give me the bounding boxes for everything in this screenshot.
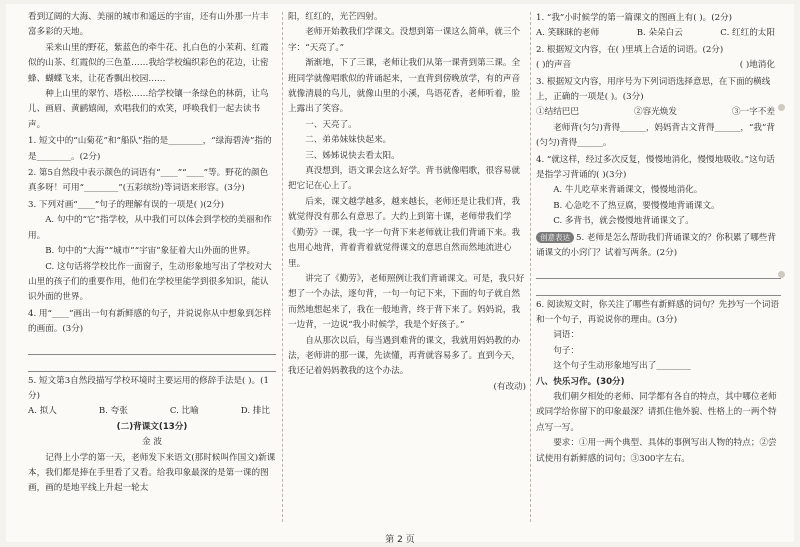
section-8-title: 八、快乐习作。(30分) [536, 376, 625, 387]
page-number: 第 2 页 [385, 535, 415, 545]
passage-line: 采来山里的野花，紫蓝色的牵牛花、扎白色的小茉莉、红霞似的山茶、红霞似的三色堇……我给学校编织彩色的花边，让密蜂、蝴蝶飞来，让花香飘出校园…… [28, 42, 269, 84]
left-column [28, 10, 276, 497]
question-2: 2. 第5自然段中表示颜色的词语有“____”“____”等。野花的颜色真多呀！可用“________”(五彩缤纷)等词语来形容。(3分) [28, 168, 269, 194]
question-5: 5. 短文第3自然段描写学校环境时主要运用的修辞手法是( )。(1分) [28, 375, 269, 401]
lesson-line: 二、弟弟妹妹快起来。 [305, 135, 392, 146]
q5-option: D. 排比 [240, 406, 270, 417]
essay-requirements: 要求：①用一两个典型、具体的事例写出人物的特点；②尝试使用有新鲜感的词句；③300字左右。 [536, 438, 777, 464]
story-line: 渐渐地，下了三课，老师让我们从第一课背到第三课。全班同学就像唱歌似的背诵起来，一直背到傍晚放学，有的声音就像清晨的鸟儿，就像山里的小溪，鸟语花香，老师听着，脸上露出了笑容。 [288, 58, 521, 115]
question-3: 3. 根据短文内容，用序号为下列词语选择意思，在下面的横线上，正确的一项是( )。(3分) [536, 76, 771, 103]
middle-column [288, 10, 526, 395]
story-line: 真没想到，语文课会这么好学。背书就像唱歌，很容易就把它记在心上了。 [288, 166, 521, 192]
q3-option: ②容光焕发 [634, 107, 677, 118]
q3-option-a: A. 句中的“它”指学校，从中我们可以体会到学校的美丽和作用。 [28, 215, 272, 241]
q3-option-c: C. 这句话将学校比作一面窗子，生动形象地写出了学校对大山里的孩子们的重要作用，他们在学校里能学到很多知识，能认识外面的世界。 [28, 261, 272, 303]
binding-hole [778, 271, 785, 278]
creative-tag: 创意表达 [536, 232, 574, 243]
q2-blank[interactable]: ( )地消化 [739, 60, 775, 71]
story-author: 金 波 [142, 437, 162, 448]
q5-option: A. 拟人 [28, 406, 57, 417]
story-line: 讲完了《勤劳》，老师照例让我们背诵课文。可是，我只好想了一个办法，逐句背，一句一句记下来，下面的句子就自然而然地想起来了，我在一般地背，终于背下来了。妈妈说，我一边背，一边说“我小时候学，我是个好孩子。” [288, 273, 525, 331]
q3-fill: 老师背(匀匀)背得______，妈妈背古文背得______，“我”背(匀匀)背得______。 [536, 122, 775, 149]
binding-holes [778, 104, 786, 438]
essay-prompt: 我们朝夕相处的老师、同学都有各自的特点，其中哪位老师或同学给你留下的印象最深？请抓住他外貌、性格上的一两个特点写一写。 [536, 391, 777, 433]
q6-word-label: 词语： [553, 330, 579, 341]
story-line: 老师开始教我们学课文。没想到第一课这么简单，就三个字：“天亮了。” [288, 27, 521, 53]
q5-option: B. 夸张 [98, 406, 128, 417]
question-1: 1. 短文中的“山菊花”和“船队”指的是________，“绿海碧涛”指的是________。(2分) [28, 136, 272, 162]
story-line: 记得上小学的第一天，老师发下来语文(那时候叫作国文)新课本，我们都是捧在手里看了又看。给我印象最深的是第一课的图画，画的是地平线上升起一轮太 [28, 452, 276, 494]
q5-options [28, 404, 276, 419]
question-6: 6. 阅读短文时，你关注了哪些有新鲜感的词句？先抄写一个词语和一个句子，再说说你的理由。(3分) [536, 299, 779, 325]
question-3: 3. 下列对画“____”句子的理解有误的一项是( )(2分) [28, 199, 225, 210]
question-5-text: 5. 老师是怎么帮助我们背诵课文的？你积累了哪些背诵课文的小窍门？试着写两条。(2分) [536, 232, 776, 259]
binding-hole [778, 104, 785, 111]
q3-option-b: B. 句中的“大海”“城市”“宇宙”象征着大山外面的世界。 [45, 246, 256, 257]
q4-option-a: A. 牛儿吃草来背诵课文，慢慢地消化。 [553, 185, 703, 196]
q1-option: C. 红红的太阳 [720, 28, 775, 39]
column-divider [282, 12, 283, 522]
answer-line[interactable] [28, 340, 276, 355]
answer-line[interactable] [536, 264, 781, 279]
story-line: 阳，红红的，光芒四射。 [288, 12, 383, 22]
q2-blank[interactable]: ( )的声音 [536, 60, 572, 71]
q5-option: C. 比喻 [169, 406, 199, 417]
story-line: 自从那次以后，每当遇到难背的课文，我就用妈妈教的办法，老师讲的那一课，先读懂，再背就容易多了。直到今天，我还记着妈妈教我的这个办法。 [288, 335, 521, 377]
section-2-title: (二)背课文(13分) [116, 421, 188, 432]
q3-option: ①结结巴巴 [536, 107, 579, 118]
lesson-line: 三、姊姊说快去看太阳。 [305, 150, 400, 161]
question-4: 4. 用“____”画出一句有新鲜感的句子，并说说你从中想象到怎样的画面。(3分) [28, 308, 272, 335]
q1-option: B. 朵朵白云 [636, 28, 683, 39]
q1-option: A. 笑眯眯的老师 [536, 28, 600, 39]
exam-page [6, 4, 794, 545]
q3-option: ③一字不差 [732, 107, 775, 118]
q4-option-b: B. 心急吃不了热豆腐，要慢慢地背诵课文。 [553, 200, 720, 211]
lesson-line: 一、天亮了。 [305, 119, 357, 130]
passage-line: 种上山里的翠竹、塔松……给学校镶一条绿色的林荫，让鸟儿、画眉、黄鹂嬉闹，欢唱我们的欢笑，呼唤我们一起去读书声。 [28, 89, 269, 130]
answer-line[interactable] [28, 357, 276, 372]
q6-sentence-label: 句子： [553, 345, 579, 356]
q4-option-c: C. 多背书，就会慢慢地背诵课文了。 [553, 216, 694, 227]
question-2: 2. 根据短文内容，在( )里填上合适的词语。(2分) [536, 44, 724, 55]
passage-line: 看到辽阔的大海、美丽的城市和遥远的宇宙，还有山外那一片丰富多彩的天地。 [28, 12, 269, 38]
answer-line[interactable] [536, 281, 781, 296]
right-column [536, 10, 781, 467]
story-line: 后来，课文越学越多，越来越长，老师还是让我们背，我就觉得没有那么有意思了。大约上到第十课，老师带我们学《勤劳》一课，我一字一句背下来老师就让我们背诵下来。我也用心地背，背着背着就觉得课文的意思自然而然地流进心里。 [288, 196, 521, 269]
q6-ending: 这个句子生动形象地写出了________ [553, 361, 691, 372]
column-divider [530, 12, 531, 522]
source-note: (有改动) [493, 381, 526, 392]
question-1: 1. “我”小时候学的第一篇课文的图画上有( )。(2分) [536, 13, 733, 23]
q2-blanks [536, 58, 781, 73]
question-5 [536, 231, 781, 262]
q3-options [536, 105, 781, 120]
lesson-list [288, 118, 526, 164]
question-4: 4. “就这样，经过多次反复，慢慢地消化，慢慢地吸收。”这句话是指学习背诵的( )(3分) [536, 154, 775, 181]
q1-options [536, 26, 781, 41]
